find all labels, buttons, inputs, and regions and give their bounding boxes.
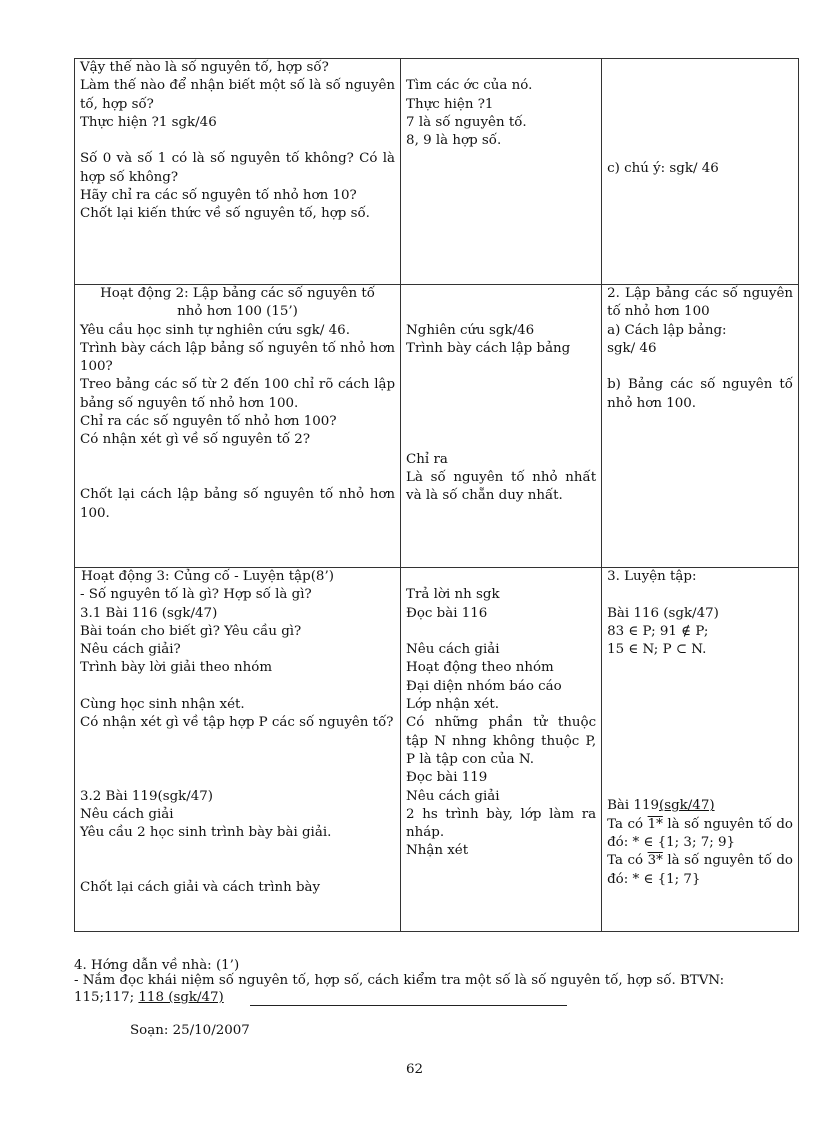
solution-text: là số nguyên tố do đó: * ∈ {1; 7}: [607, 853, 793, 887]
activity-heading: Hoạt động 3: Củng cố - Luyện tập(8’): [81, 569, 334, 584]
text-line: Đọc bài 119: [406, 770, 488, 786]
text-line: Đọc bài 116: [406, 605, 488, 621]
solution-line: [607, 852, 793, 889]
student-activity-cell: [401, 285, 602, 568]
student-activity-cell: [401, 59, 602, 285]
text-line: c) chú ý: sgk/ 46: [607, 161, 719, 176]
text-line: Bài toán cho biết gì? Yêu cầu gì?: [80, 623, 302, 639]
text-line: Trình bày cách lập bảng số nguyên tố nhỏ hơn 100?: [80, 340, 396, 375]
lesson-date: Soạn: 25/10/2007: [130, 1023, 250, 1038]
student-activity-cell: [401, 568, 602, 932]
text-line: Chốt lại kiến thức về số nguyên tố, hợp số.: [80, 206, 370, 222]
text-line: Có nhận xét gì về tập hợp P các số nguyên tố?: [80, 715, 394, 731]
math-line: 15 ∈ N; P ⊂ N.: [607, 642, 707, 658]
exercise-reference: (sgk/47): [659, 798, 715, 814]
text-line: Số 0 và số 1 có là số nguyên tố không? Có là hợp số không?: [80, 151, 396, 185]
table-row: [75, 285, 799, 568]
text-line: a) Cách lập bảng:: [607, 322, 727, 338]
text-line: Lớp nhận xét.: [406, 697, 500, 713]
text-line: Tìm các ớc của nó.: [406, 78, 533, 94]
text-line: Thực hiện ?1: [406, 96, 494, 112]
homework-body: [74, 972, 774, 1006]
text-line: Nêu cách giải: [406, 642, 500, 658]
activity-heading: Hoạt động 2: Lập bảng các số nguyên tố nhỏ hơn 100 (15’): [100, 286, 375, 320]
teacher-activity-cell: [75, 285, 401, 568]
teacher-activity-cell: [75, 568, 401, 932]
content-cell: [602, 568, 799, 932]
solution-text: là số nguyên tố do đó: * ∈ {1; 3; 7; 9}: [607, 816, 793, 851]
table-row: [75, 568, 799, 932]
text-line: Bài 116 (sgk/47): [607, 605, 719, 621]
text-line: Thực hiện ?1 sgk/46: [80, 114, 217, 130]
text-line: 8, 9 là hợp số.: [406, 133, 502, 149]
overlined-number: 1*: [647, 816, 663, 832]
text-line: sgk/ 46: [607, 340, 657, 356]
math-line: 83 ∈ P; 91 ∉ P;: [607, 623, 709, 639]
homework-title: 4. Hớng dẫn về nhà: (1’): [74, 958, 240, 973]
homework-underline: [250, 1005, 567, 1006]
text-line: Nêu cách giải: [406, 788, 500, 804]
teacher-activity-cell: [75, 59, 401, 285]
text-line: Đại diện nhóm báo cáo: [406, 678, 562, 694]
text-line: Yêu cầu học sinh tự nghiên cứu sgk/ 46.: [80, 322, 350, 338]
content-cell: [602, 59, 799, 285]
text-line: Là số nguyên tố nhỏ nhất và là số chẵn duy nhất.: [406, 469, 597, 504]
text-line: 3.1 Bài 116 (sgk/47): [80, 605, 218, 621]
section-heading: 2. Lập bảng các số nguyên tố nhỏ hơn 100: [607, 286, 793, 320]
text-line: Yêu cầu 2 học sinh trình bày bài giải.: [80, 825, 332, 841]
solution-prefix: Ta có: [607, 816, 648, 832]
text-line: Vậy thế nào là số nguyên tố, hợp số?: [80, 60, 329, 75]
text-line: Chốt lại cách giải và cách trình bày: [80, 880, 321, 896]
solution-line: [607, 816, 793, 853]
text-line: Treo bảng các số từ 2 đến 100 chỉ rõ cách lập bảng số nguyên tố nhỏ hơn 100.: [80, 377, 396, 411]
text-line: Hãy chỉ ra các số nguyên tố nhỏ hơn 10?: [80, 188, 357, 204]
text-line: Nghiên cứu sgk/46: [406, 323, 535, 338]
text-line: 7 là số nguyên tố.: [406, 114, 527, 130]
text-line: 2 hs trình bày, lớp làm ra nháp.: [406, 806, 597, 841]
text-line: Chỉ ra: [406, 451, 448, 467]
text-line: Làm thế nào để nhận biết một số là số nguyên tố, hợp số?: [80, 78, 396, 112]
text-line: b) Bảng các số nguyên tố nhỏ hơn 100.: [607, 377, 793, 411]
overlined-number: 3*: [647, 853, 663, 869]
section-heading: 3. Luyện tập:: [607, 569, 697, 584]
text-line: Nêu cách giải: [80, 806, 174, 822]
text-line: Trả lời nh sgk: [406, 587, 500, 603]
table-row: [75, 59, 799, 285]
content-cell: [602, 285, 799, 568]
text-line: 3.2 Bài 119(sgk/47): [80, 788, 214, 804]
text-line: Nêu cách giải?: [80, 642, 181, 658]
homework-reference: 118 (sgk/47): [138, 990, 224, 1005]
text-line: Có nhận xét gì về số nguyên tố 2?: [80, 432, 311, 448]
lesson-table: [74, 58, 799, 932]
text-line: Trình bày lời giải theo nhóm: [80, 660, 273, 676]
page-number: 62: [406, 1062, 424, 1077]
text-line: Chỉ ra các số nguyên tố nhỏ hơn 100?: [80, 414, 337, 430]
text-line: Chốt lại cách lập bảng số nguyên tố nhỏ hơn 100.: [80, 487, 396, 521]
text-line: Nhận xét: [406, 843, 469, 859]
text-line: Trình bày cách lập bảng: [406, 341, 571, 357]
text-line: Cùng học sinh nhận xét.: [80, 697, 245, 713]
homework-text: - Nắm đọc khái niệm số nguyên tố, hợp số, cách kiểm tra một số là số nguyên tố, hợp số. BTVN: 115;117;: [74, 973, 725, 1005]
text-line: Hoạt động theo nhóm: [406, 660, 554, 676]
exercise-label: Bài 119: [607, 798, 660, 814]
text-line: [607, 797, 793, 815]
text-line: - Số nguyên tố là gì? Hợp số là gì?: [80, 587, 312, 603]
solution-prefix: Ta có: [607, 853, 648, 869]
text-line: Có những phần tử thuộc tập N nhng không thuộc P, P là tập con của N.: [406, 715, 597, 767]
